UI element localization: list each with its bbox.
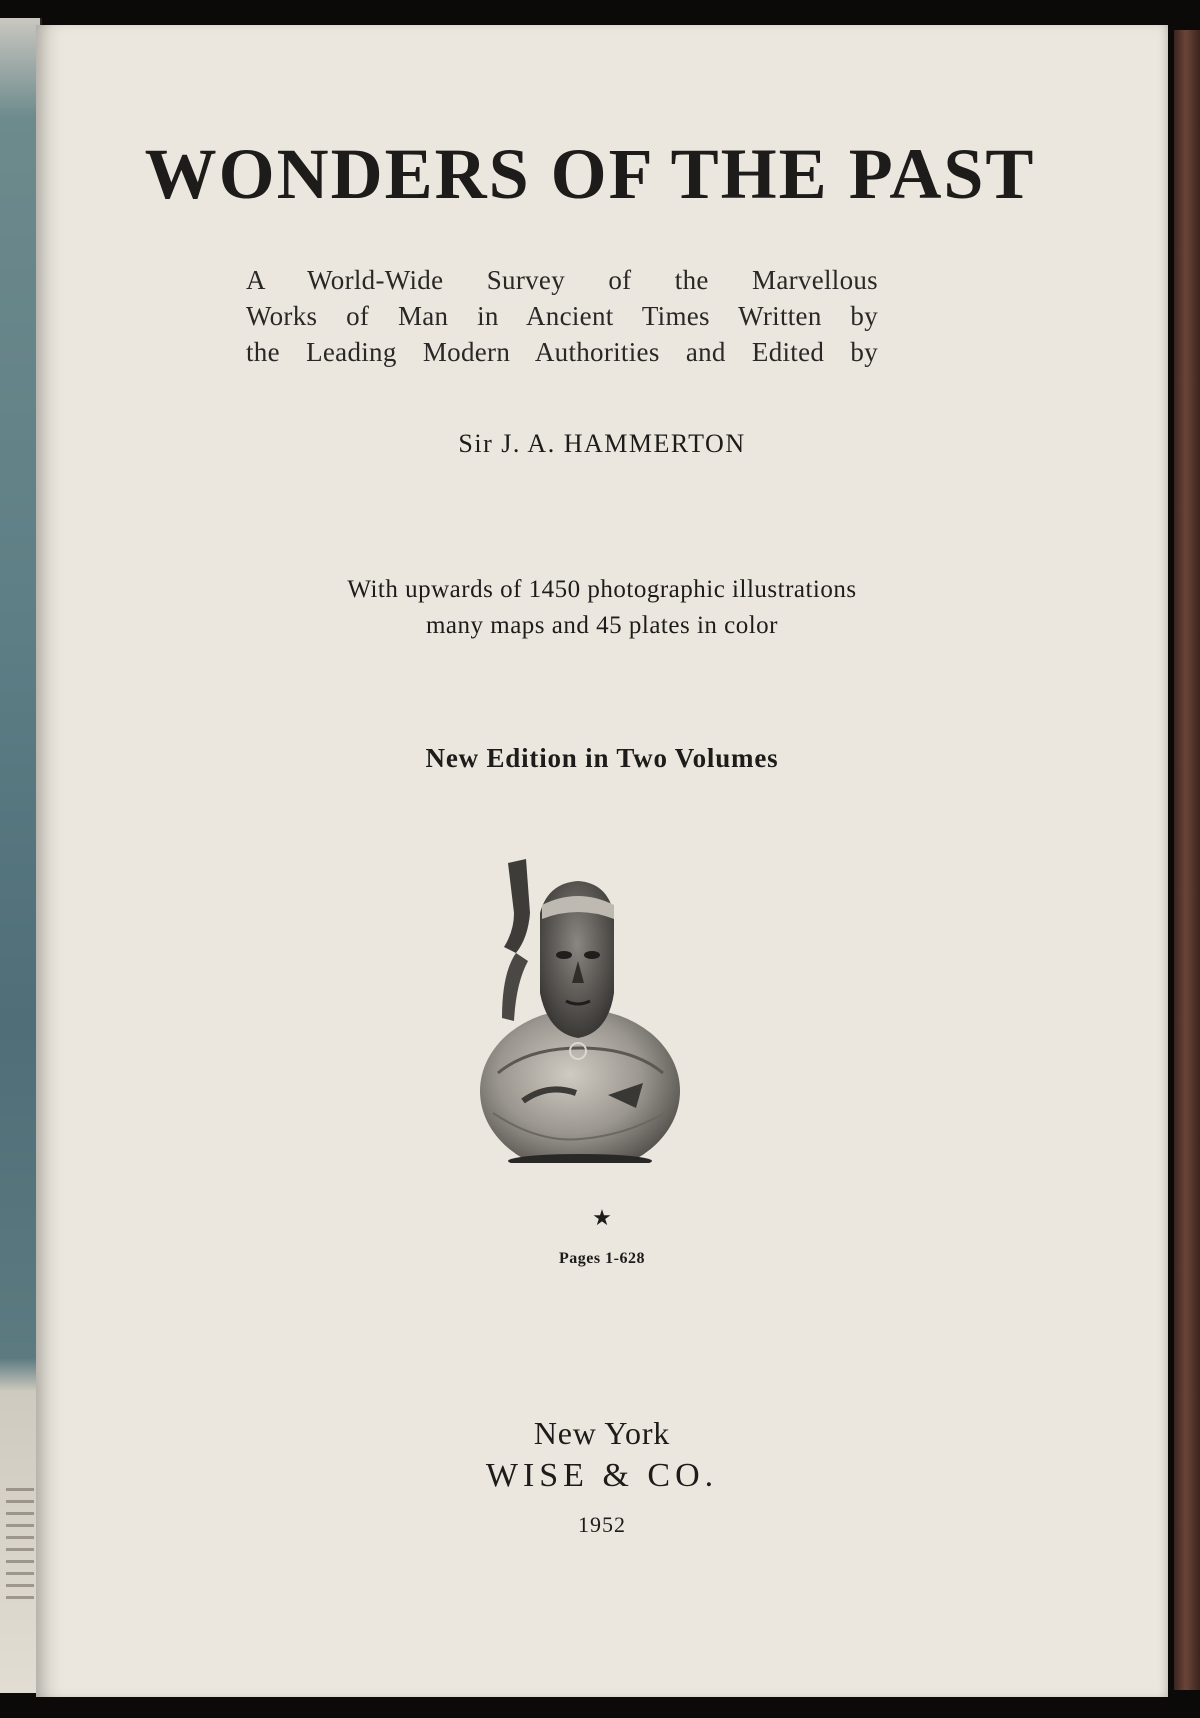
title-page xyxy=(36,25,1168,1697)
edition-note: New Edition in Two Volumes xyxy=(425,743,779,773)
book-title: WONDERS OF THE PAST xyxy=(144,134,1036,214)
stirrup-spout-portrait-vessel-icon xyxy=(468,843,688,1163)
subtitle-line: Works of Man in Ancient Times Written by xyxy=(246,301,878,331)
facing-page-text-marks xyxy=(6,1488,34,1608)
illustrations-line: many maps and 45 plates in color xyxy=(425,612,779,639)
imprint-year: 1952 xyxy=(578,1512,626,1537)
subtitle-line: the Leading Modern Authorities and Edited by xyxy=(246,337,878,367)
book-subtitle xyxy=(246,262,878,370)
editor-name: Sir J. A. HAMMERTON xyxy=(458,429,746,458)
illustrations-line: With upwards of 1450 photographic illustrations xyxy=(347,576,857,603)
star-ornament: ★ xyxy=(592,1205,612,1230)
imprint-publisher: WISE & CO. xyxy=(485,1457,719,1494)
imprint-city: New York xyxy=(533,1415,671,1451)
page-range: Pages 1-628 xyxy=(559,1250,645,1267)
illustrations-note xyxy=(36,572,1168,644)
subtitle-line: A World-Wide Survey of the Marvellous xyxy=(246,265,878,295)
book-binding xyxy=(1174,30,1200,1690)
